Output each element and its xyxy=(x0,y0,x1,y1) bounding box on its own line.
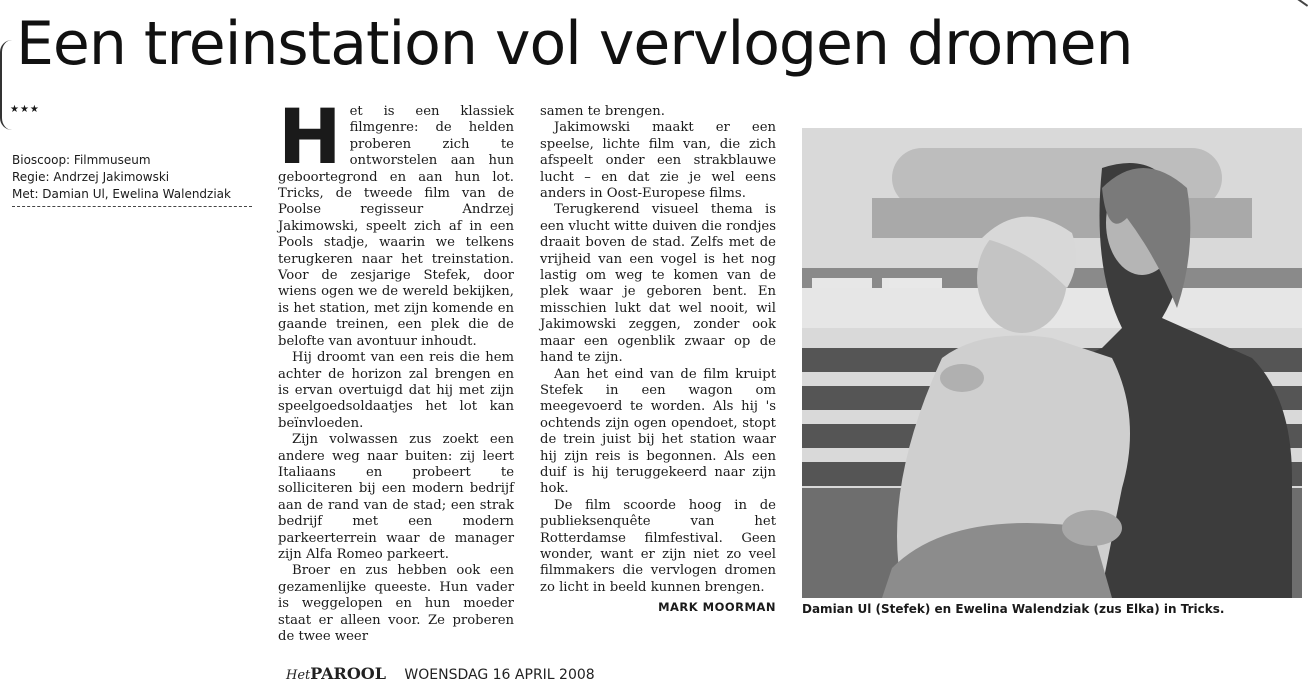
paragraph: samen te brengen. xyxy=(540,104,665,119)
paragraph: Jakimowski maakt er een speelse, lichte film van, die zich afspeelt onder een strakblauwe lucht – en dat zie je wel eens anders in Oost-Europese films. xyxy=(540,120,776,202)
paragraph: Broer en zus hebben ook een gezamenlijke queeste. Hun vader is weggelopen en hun moeder staat er alleen voor. Ze proberen de twee weer xyxy=(278,563,514,644)
film-info xyxy=(12,152,252,207)
film-still-illustration xyxy=(802,128,1302,598)
brand-parool: PAROOL xyxy=(310,664,386,683)
film-still-photo xyxy=(802,128,1302,598)
brand-het: Het xyxy=(286,668,311,683)
cast-line: Met: Damian Ul, Ewelina Walendziak xyxy=(12,187,231,201)
publication-date: WOENSDAG 16 APRIL 2008 xyxy=(404,667,595,683)
article-column-1 xyxy=(278,92,514,645)
paragraph: et is een klassiek filmgenre: de helden proberen zich te ontworstelen aan hun geboortegrond en aan hun lot. Tricks, de tweede film van de Poolse regisseur Andrzej Jakimowski, speelt zich af in een Pools stadje, waarin we telkens terugkeren naar het treinstation. Voor de zesjarige Stefek, door wiens ogen we de wereld bekijken, is het station, met zijn komende en gaande treinen, een plek die de belofte van avontuur inhoudt. xyxy=(278,104,514,349)
drop-cap: H xyxy=(278,92,342,181)
photo-caption: Damian Ul (Stefek) en Ewelina Walendziak (zus Elka) in Tricks. xyxy=(802,602,1225,616)
margin-mark xyxy=(0,40,12,130)
corner-mark xyxy=(1290,0,1308,15)
paragraph: Hij droomt van een reis die hem achter de horizon zal brengen en is ervan overtuigd dat hij met zijn speelgoedsoldaatjes het lot kan beïnvloeden. xyxy=(278,350,514,431)
paragraph: Aan het eind van de film kruipt Stefek in een wagon om meegevoerd te worden. Als hij 's ochtends zijn ogen opendoet, stopt de trein juist bij het station waar hij zijn reis is begonnen. Als een duif is hij teruggekeerd naar zijn hok. xyxy=(540,366,776,497)
headline: Een treinstation vol vervlogen dromen xyxy=(16,9,1133,79)
cinema-line: Bioscoop: Filmmuseum xyxy=(12,153,151,167)
paragraph: De film scoorde hoog in de publieksenquête van het Rotterdamse filmfestival. Geen wonder, want er zijn niet zo veel filmmakers die vervlogen dromen zo licht in beeld kunnen brengen. xyxy=(540,497,776,595)
director-line: Regie: Andrzej Jakimowski xyxy=(12,170,170,184)
rating-stars: ★★★ xyxy=(10,104,40,115)
article-column-2 xyxy=(540,104,776,596)
newspaper-footer xyxy=(286,664,595,683)
paragraph: Zijn volwassen zus zoekt een andere weg naar buiten: zij leert Italiaans en probeert te solliciteren bij een modern bedrijf aan de rand van de stad; een strak bedrijf met een modern parkeerterrein waar de manager zijn Alfa Romeo parkeert. xyxy=(278,432,514,562)
paragraph: Terugkerend visueel thema is een vlucht witte duiven die rondjes draait boven de stad. Zelfs met de vrijheid van een vogel is het nog lastig om weg te komen van de plek waar je geboren bent. En misschien lukt dat wel nooit, wil Jakimowski zeggen, zonder ook maar een ogenblik zwaar op de hand te zijn. xyxy=(540,202,776,366)
author-byline: MARK MOORMAN xyxy=(658,600,776,614)
